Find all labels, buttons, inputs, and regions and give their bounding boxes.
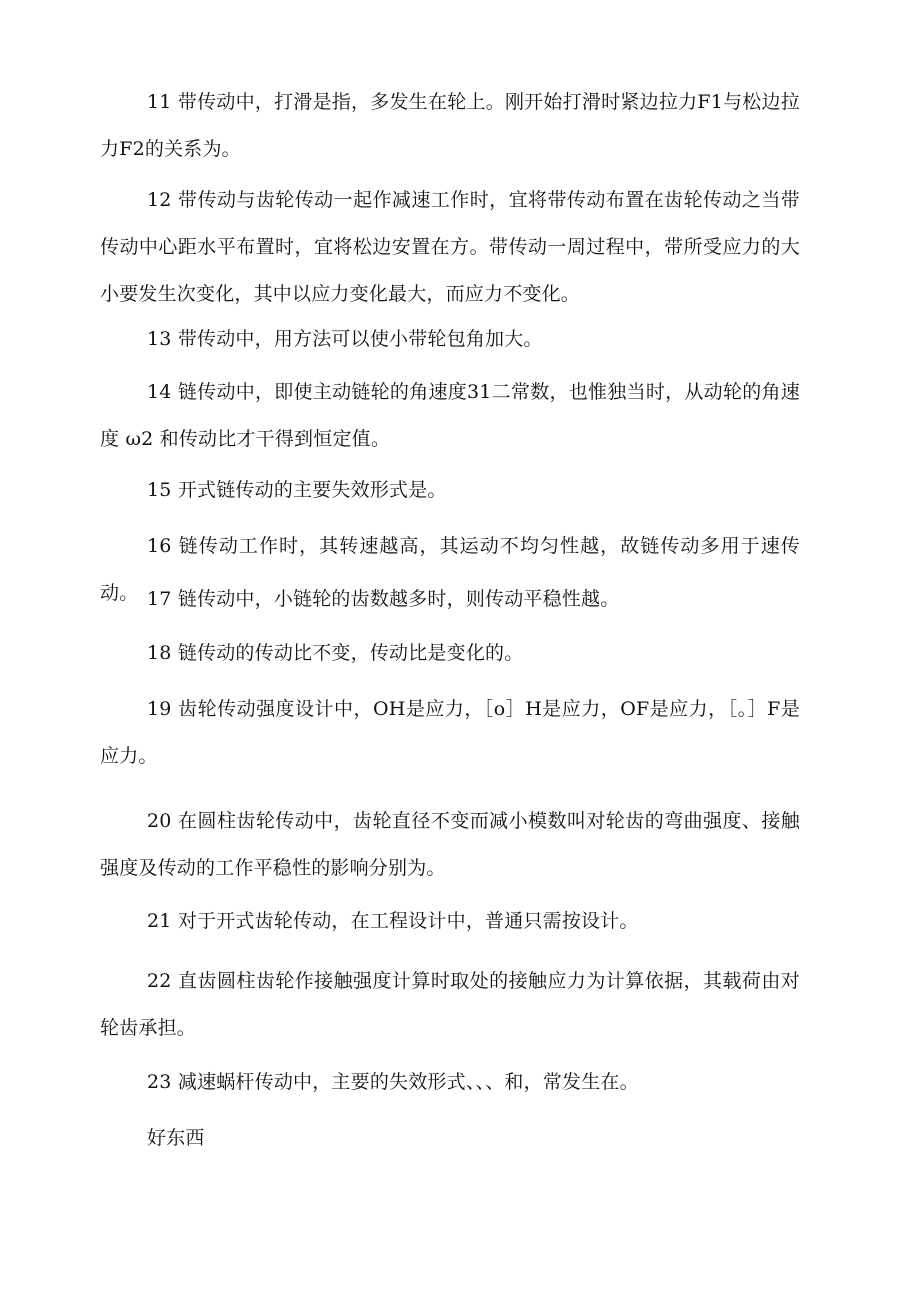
paragraph-20: 20 在圆柱齿轮传动中，齿轮直径不变而减小模数叫对轮齿的弯曲强度、接触强度及传动的工作平稳性的影响分别为。 [100,810,800,879]
paragraph-13: 13 带传动中，用方法可以使小带轮包角加大。 [147,328,543,350]
paragraph-19: 19 齿轮传动强度设计中，OH是应力，［o］H是应力，OF是应力，［。］F是应力。 [100,698,800,767]
paragraph-16: 16 链传动工作时，其转速越高，其运动不均匀性越，故链传动多用于速传动。 [100,535,800,604]
paragraph-11: 11 带传动中，打滑是指，多发生在轮上。刚开始打滑时紧边拉力F1与松边拉力F2的关系为。 [100,91,800,160]
paragraph-22: 22 直齿圆柱齿轮作接触强度计算时取处的接触应力为计算依据，其载荷由对轮齿承担。 [100,970,800,1039]
closing-note: 好东西 [147,1127,205,1149]
paragraph-23: 23 减速蜗杆传动中，主要的失效形式、、、和，常发生在。 [147,1071,639,1093]
paragraph-21: 21 对于开式齿轮传动，在工程设计中，普通只需按设计。 [147,910,639,932]
paragraph-14: 14 链传动中，即使主动链轮的角速度31二常数，也惟独当时，从动轮的角速度 ω2 和传动比才干得到恒定值。 [100,381,800,450]
paragraph-18: 18 链传动的传动比不变，传动比是变化的。 [147,642,524,664]
paragraph-17: 17 链传动中，小链轮的齿数越多时，则传动平稳性越。 [147,588,620,610]
paragraph-12: 12 带传动与齿轮传动一起作减速工作时，宜将带传动布置在齿轮传动之当带传动中心距水平布置时，宜将松边安置在方。带传动一周过程中，带所受应力的大小要发生次变化，其中以应力变化最大，而应力不变化。 [100,189,800,305]
paragraph-15: 15 开式链传动的主要失效形式是。 [147,479,447,501]
